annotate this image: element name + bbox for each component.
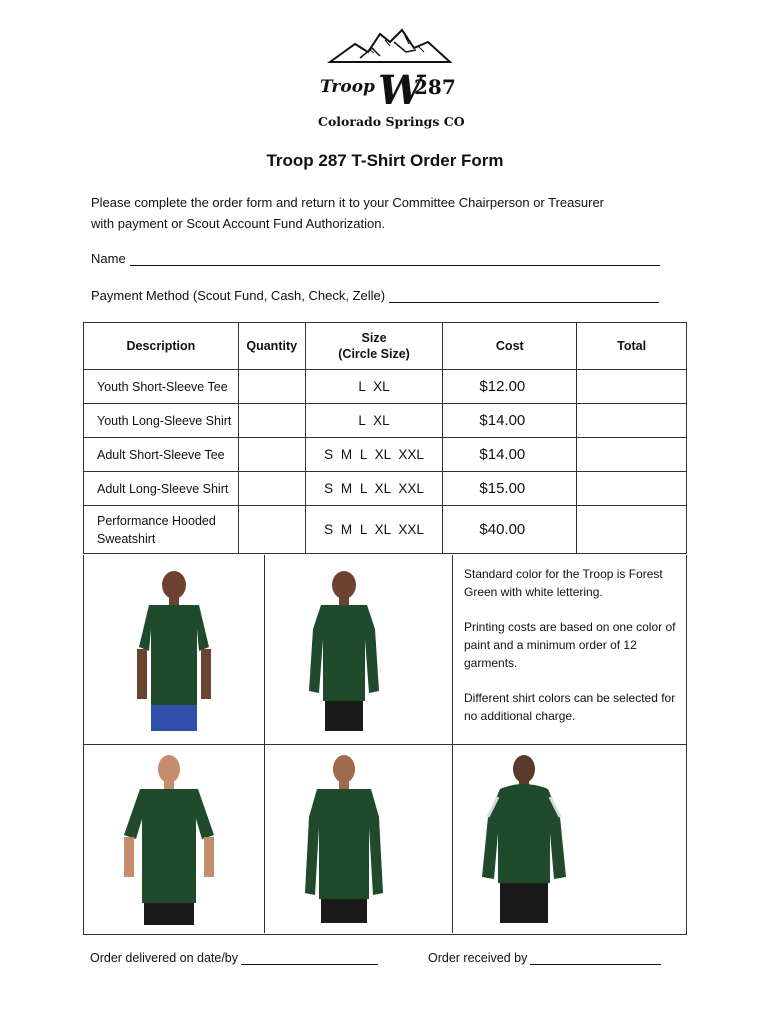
order-received-field[interactable] [428, 951, 661, 965]
table-row [84, 472, 687, 506]
row-sizes[interactable]: L XL [305, 404, 443, 438]
row-description [84, 506, 239, 554]
row-cost: $14.00 [443, 438, 577, 472]
payment-method-label: Payment Method (Scout Fund, Cash, Check, Zelle) [91, 288, 386, 303]
youth-short-sleeve-tee-photo [129, 569, 219, 734]
troop-logo [310, 22, 470, 134]
header-cost: Cost [443, 323, 577, 370]
instructions-line-2: with payment or Scout Account Fund Authorization. [91, 216, 386, 231]
row-sizes[interactable]: S M L XL XXL [305, 438, 443, 472]
row-quantity-cell[interactable] [238, 404, 305, 438]
row-cost: $40.00 [443, 506, 577, 554]
row-total-cell[interactable] [577, 506, 687, 554]
note-printing-costs: Printing costs are based on one color of paint and a minimum order of 12 garments. [464, 620, 676, 670]
row-description: Adult Long-Sleeve Shirt [84, 472, 239, 506]
row-sizes[interactable]: L XL [305, 370, 443, 404]
row-total-cell[interactable] [577, 404, 687, 438]
header-total: Total [577, 323, 687, 370]
row-cost: $15.00 [443, 472, 577, 506]
svg-text:Troop: Troop [320, 77, 375, 97]
row-description: Youth Short-Sleeve Tee [84, 370, 239, 404]
row-total-cell[interactable] [577, 370, 687, 404]
name-blank[interactable] [130, 253, 660, 266]
name-field[interactable] [91, 251, 660, 266]
name-label: Name [91, 251, 126, 266]
payment-method-blank[interactable] [389, 290, 659, 303]
row-quantity-cell[interactable] [238, 370, 305, 404]
header-description: Description [84, 323, 239, 370]
instructions [91, 192, 691, 234]
order-delivered-label: Order delivered on date/by [90, 951, 239, 965]
order-received-label: Order received by [428, 951, 528, 965]
svg-text:287: 287 [414, 75, 456, 99]
row-cost: $12.00 [443, 370, 577, 404]
page-title: Troop 287 T-Shirt Order Form [266, 151, 504, 170]
row-quantity-cell[interactable] [238, 472, 305, 506]
product-photo-grid [83, 555, 687, 935]
row-total-cell[interactable] [577, 438, 687, 472]
order-notes [464, 565, 679, 742]
row-sizes[interactable]: S M L XL XXL [305, 506, 443, 554]
performance-hooded-sweatshirt-photo [474, 753, 574, 928]
svg-text:Colorado Springs CO: Colorado Springs CO [318, 114, 465, 129]
row-cost: $14.00 [443, 404, 577, 438]
order-delivered-field[interactable] [90, 951, 378, 965]
row-total-cell[interactable] [577, 472, 687, 506]
youth-long-sleeve-shirt-photo [299, 569, 389, 734]
row-quantity-cell[interactable] [238, 506, 305, 554]
header-size-label: Size [361, 331, 387, 345]
instructions-line-1: Please complete the order form and return it to your Committee Chairperson or Treasurer [91, 195, 605, 210]
note-shirt-colors: Different shirt colors can be selected for no additional charge. [464, 691, 676, 723]
table-row [84, 404, 687, 438]
row-quantity-cell[interactable] [238, 438, 305, 472]
adult-short-sleeve-tee-photo [114, 753, 224, 928]
row-description-line-2: Sweatshirt [97, 531, 156, 546]
header-quantity: Quantity [238, 323, 305, 370]
table-header-row [84, 323, 687, 370]
payment-method-field[interactable] [91, 288, 659, 303]
table-row [84, 506, 687, 554]
row-description: Adult Short-Sleeve Tee [84, 438, 239, 472]
header-size [305, 323, 443, 370]
table-row [84, 370, 687, 404]
order-received-blank[interactable] [530, 954, 661, 965]
order-table [83, 322, 687, 554]
row-description-line-1: Performance Hooded [97, 513, 216, 528]
adult-long-sleeve-shirt-photo [289, 753, 399, 928]
svg-text:W: W [378, 67, 423, 114]
order-delivered-blank[interactable] [241, 954, 378, 965]
row-sizes[interactable]: S M L XL XXL [305, 472, 443, 506]
table-row [84, 438, 687, 472]
note-standard-color: Standard color for the Troop is Forest Green with white lettering. [464, 567, 663, 599]
row-description: Youth Long-Sleeve Shirt [84, 404, 239, 438]
header-size-hint: (Circle Size) [338, 347, 410, 361]
